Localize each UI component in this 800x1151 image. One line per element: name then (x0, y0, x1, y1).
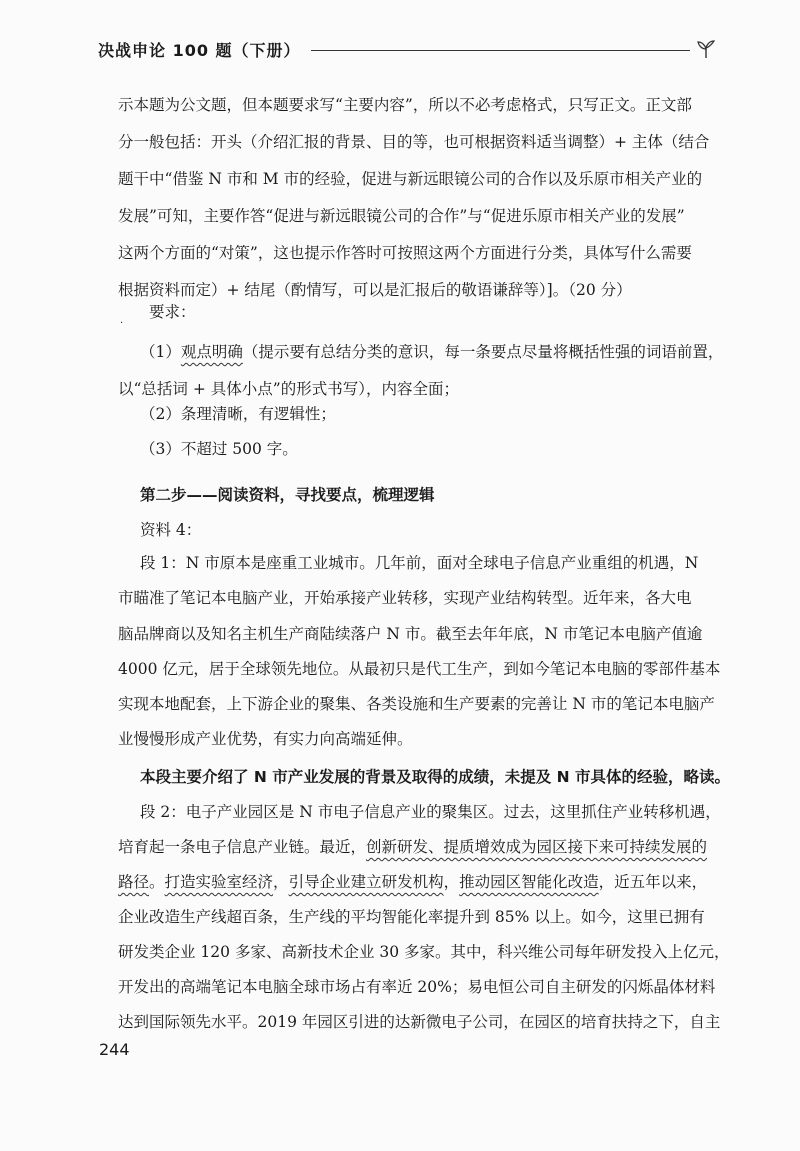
para1-line: 业慢慢形成产业优势，有实力向高端延伸。 (118, 730, 413, 748)
material-label: 资料 4： (140, 521, 202, 539)
requirements-label: 要求： (149, 303, 196, 321)
para2-line: 段 2：电子产业园区是 N 市电子信息产业的聚集区。过去，这里抓住产业转移机遇， (140, 803, 721, 821)
para1-line: 段 1：N 市原本是座重工业城市。几年前，面对全球电子信息产业重组的机遇，N (140, 554, 699, 572)
step2-title: 第二步——阅读资料，寻找要点，梳理逻辑 (140, 486, 435, 504)
sprout-icon (694, 38, 718, 60)
para2-line: 企业改造生产线超百条，生产线的平均智能化率提升到 85% 以上。如今，这里已拥有 (118, 908, 705, 926)
para2-line: 路径。打造实验室经济，引导企业建立研发机构，推动园区智能化改造，近五年以来， (118, 873, 708, 891)
para2-line: 培育起一条电子信息产业链。最近，创新研发、提质增效成为园区接下来可持续发展的 (118, 838, 708, 856)
intro-line: 根据资料而定）+ 结尾（酌情写，可以是汇报后的敬语谦辞等）]。（20 分） (118, 281, 632, 299)
para1-note: 本段主要介绍了 N 市产业发展的背景及取得的成绩，未提及 N 市具体的经验，略读。 (140, 768, 731, 786)
para1-line: 脑品牌商以及知名主机生产商陆续落户 N 市。截至去年年底，N 市笔记本电脑产值逾 (118, 625, 703, 643)
para1-line: 市瞄准了笔记本电脑产业，开始承接产业转移，实现产业结构转型。近年来，各大电 (118, 589, 692, 607)
para2-line: 达到国际领先水平。2019 年园区引进的达新微电子公司，在园区的培育扶持之下，自主 (118, 1013, 721, 1031)
para1-line: 4000 亿元，居于全球领先地位。从最初只是代工生产，到如今笔记本电脑的零部件基本 (118, 660, 721, 678)
requirement-item-1: （1）观点明确（提示要有总结分类的意识，每一条要点尽量将概括性强的词语前置， (140, 343, 724, 361)
intro-line: 这两个方面的“对策”，这也提示作答时可按照这两个方面进行分类，具体写什么需要 (118, 244, 692, 262)
intro-line: 示本题为公文题，但本题要求写“主要内容”，所以不必考虑格式，只写正文。正文部 (118, 96, 692, 114)
intro-line: 分一般包括：开头（介绍汇报的背景、目的等，也可根据资料适当调整）+ 主体（结合 (118, 133, 710, 151)
requirement-item-1-cont: 以“总括词 + 具体小点”的形式书写），内容全面； (118, 380, 459, 398)
header-title: 决战申论 100 题（下册） (98, 40, 301, 60)
header-rule (311, 50, 690, 51)
requirement-item-3: （3）不超过 500 字。 (140, 440, 298, 458)
running-header (98, 38, 718, 60)
page-number: 244 (99, 1040, 130, 1059)
intro-line: 发展”可知，主要作答“促进与新远眼镜公司的合作”与“促进乐原市相关产业的发展” (118, 207, 685, 225)
stray-dot: · (120, 318, 124, 329)
para2-line: 开发出的高端笔记本电脑全球市场占有率近 20%；易电恒公司自主研发的闪烁晶体材料 (118, 978, 716, 996)
requirement-item-2: （2）条理清晰，有逻辑性； (140, 405, 336, 423)
para1-line: 实现本地配套，上下游企业的聚集、各类设施和生产要素的完善让 N 市的笔记本电脑产 (118, 695, 715, 713)
para2-line: 研发类企业 120 多家、高新技术企业 30 多家。其中，科兴维公司每年研发投入上亿元， (118, 943, 730, 961)
intro-line: 题干中“借鉴 N 市和 M 市的经验，促进与新远眼镜公司的合作以及乐原市相关产业的 (118, 170, 703, 188)
